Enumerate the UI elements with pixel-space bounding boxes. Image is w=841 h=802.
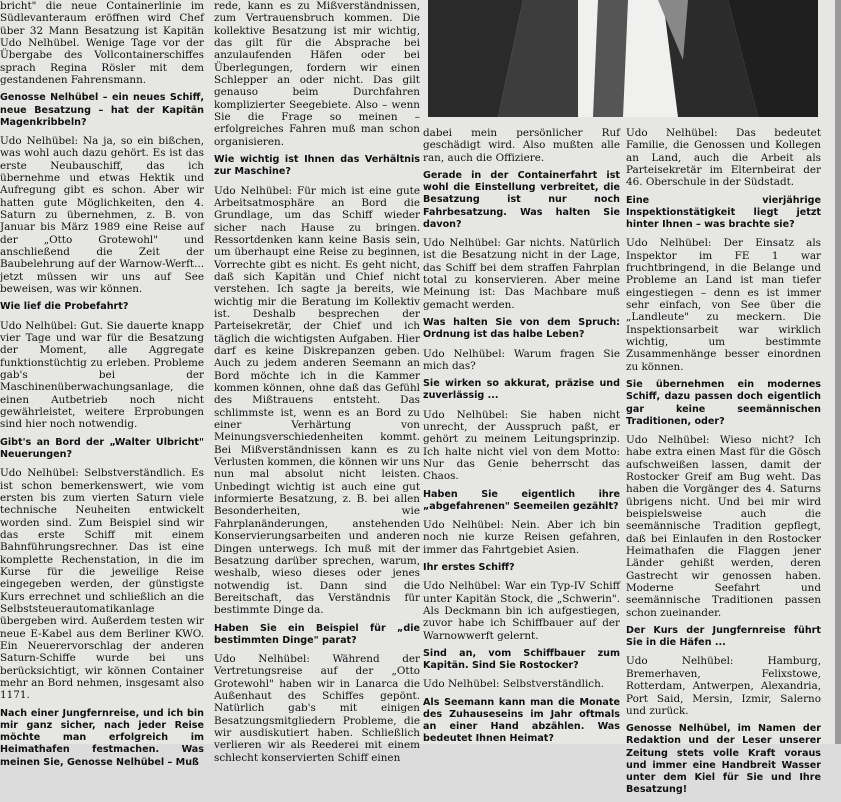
- question: Als Seemann kann man die Monate des Zuhauseseins im Jahr oftmals an einer Hand abzählen. Was bedeutet Ihnen Heimat?: [423, 696, 620, 745]
- question: Der Kurs der Jungfernreise führt Sie in die Häfen ...: [626, 625, 821, 649]
- question: Sie übernehmen ein modernes Schiff, dazu passen doch eigentlich gar keine seemännischen Traditionen, oder?: [626, 379, 821, 427]
- answer: Udo Nelhübel: Nein. Aber ich bin noch nie kurze Reisen gefahren, immer das Fahrtgebiet Asien.: [423, 519, 620, 556]
- column-1: [0, 0, 204, 775]
- question: Haben Sie eigentlich ihre „abgefahrenen" Seemeilen gezählt?: [423, 488, 620, 512]
- column-3: [423, 127, 620, 752]
- intro-paragraph: bricht" die neue Containerlinie im Südlevanteraum eröffnen wird Chef über 32 Mann Besatzung ist Kapitän Udo Nelhübel. Wenige Tage vor der Übergabe des Vollcontainerschiffes sprach Regina Rösler mit dem gestandenen Fahrensmann.: [0, 0, 204, 87]
- answer: Udo Nelhübel: Selbstverständlich. Es ist schon bemerkenswert, wie vom ersten bis zum vierten Saturn viele technische Neuheiten entwickelt worden sind. Zum Beispiel sind wir das erste Schiff mit einem Bahnführungsrechner. Das ist eine komplette Rechenstation, in die im Kurse für die jeweilige Reise eingegeben werden, der günstigste Kurs errechnet und schließlich an die Selbststeuerautomatikanlage übergeben wird. Außerdem testen wir neue E-Kabel aus dem Berliner KWO. Ein Neuerervorschlag der anderen Saturn-Schiffe wurde bei uns berücksichtigt, wir können Container mehr an Bord nehmen, insgesamt also 1171.: [0, 467, 204, 702]
- answer: Udo Nelhübel: Sie haben nicht unrecht, der Ausspruch paßt, er gehört zu meinem Leitungsprinzip. Ich halte nicht viel von dem Motto: Nur das Genie beherrscht das Chaos.: [423, 408, 620, 483]
- question: Gibt's an Bord der „Walter Ulbricht" Neuerungen?: [0, 436, 204, 460]
- photo-image: [428, 0, 818, 117]
- answer: rede, kann es zu Mißverständnissen, zum Vertrauensbruch kommen. Die kollektive Besatzung ist mir wichtig, das gilt für die Absprache bei anzulaufenden Häfen oder bei Überlegungen, fordern wir einen Schlepper an oder nicht. Das gilt genauso beim Durchfahren komplizierter Seegebiete. Also – wenn Sie die Frage so meinen – erfolgreiches Fahren muß man schon organisieren.: [214, 0, 420, 148]
- answer: dabei mein persönlicher Ruf geschädigt wird. Also mußten alle ran, auch die Offiziere.: [423, 127, 620, 164]
- question: Sie wirken so akkurat, präzise und zuverlässig ...: [423, 378, 620, 402]
- answer: Udo Nelhübel: Während der Vertretungsreise auf der „Otto Grotewohl" haben wir in Lanarca die Außenhaut des Schiffes gepönt. Natürlich gab's mit einigen Besatzungsmitgliedern Probleme, die wir ausdiskutiert haben. Schließlich verlieren wir als Reederei mit einem schlecht konservierten Schiff einen: [214, 652, 420, 764]
- answer: Udo Nelhübel: Wieso nicht? Ich habe extra einen Mast für die Gösch aufschweißen lassen, damit der Rostocker Greif am Bug weht. Das haben die Vorgänger des 4. Saturns übrigens nicht. Und bei mir wird beispielsweise auch die seemännische Tradition gepflegt, daß bei Einlaufen in den Rostocker Heimathafen die Flaggen jener Länder gehißt werden, deren Gastrecht wir genossen haben. Moderne Seefahrt und seemännische Traditionen passen schon zueinander.: [626, 433, 821, 619]
- question: Haben Sie ein Beispiel für „die bestimmten Dinge" parat?: [214, 622, 420, 646]
- answer: Udo Nelhübel: Selbstverständlich.: [423, 678, 605, 691]
- question: Ihr erstes Schiff?: [423, 562, 515, 574]
- question: Was halten Sie von dem Spruch: Ordnung ist das halbe Leben?: [423, 317, 620, 341]
- photo-captain: [428, 0, 818, 117]
- answer: Udo Nelhübel: Gut. Sie dauerte knapp vier Tage und war für die Besatzung der Moment, alle Aggregate funktionstüchtig zu erleben. Probleme gab's bei der Maschinenüberwachungsanlage, die einen Autbetrieb noch nicht gewährleistet, weitere Erprobungen sind hier noch notwendig.: [0, 319, 204, 431]
- question: Wie wichtig ist Ihnen das Verhältnis zur Maschine?: [214, 154, 420, 178]
- column-4: [626, 127, 821, 802]
- column-2: [214, 0, 420, 770]
- question: Eine vierjährige Inspektionstätigkeit liegt jetzt hinter Ihnen – was brachte sie?: [626, 194, 821, 231]
- question: Gerade in der Containerfahrt ist wohl die Einstellung verbreitet, die Besatzung ist nur noch Fahrbesatzung. Was halten Sie davon?: [423, 170, 620, 230]
- answer: Udo Nelhübel: Für mich ist eine gute Arbeitsatmosphäre an Bord die Grundlage, um das Schiff wieder sicher nach Hause zu bringen. Ressortdenken kann keine Basis sein, um überhaupt eine Reise zu beginnen, Vorrechte gibt es nicht. Es geht nicht, daß sich Kapitän und Chief nicht verstehen. Ich sagte ja bereits, wie wichtig mir die Beratung im Kollektiv ist. Deshalb besprechen der Parteisekretär, der Chief und ich täglich die wichtigsten Aufgaben. Hier darf es keine Diskrepanzen geben. Auch zu jedem anderen Seemann an Bord möchte ich in die Kammer kommen können, ohne daß das Gefühl des Mißtrauens entsteht. Das schlimmste ist, wenn es an Bord zu einer Verhärtung von Meinungsverschiedenheiten kommt. Bei Mißverständnissen kann es zu Verlusten kommen, die können wir uns nun mal absolut nicht leisten. Unbedingt wichtig ist auch eine gut informierte Besatzung, z. B. bei allen Besonderheiten, wie Fahrplanänderungen, anstehenden Konservierungsarbeiten und anderen Dingen unterwegs. Ich muß mit der Besatzung darüber sprechen, warum, weshalb, wieso dieses oder jenes notwendig ist. Dann sind die Bereitschaft, das Verständnis für bestimmte Dinge da.: [214, 184, 420, 617]
- question: Nach einer Jungfernreise, und ich bin mir ganz sicher, nach jeder Reise möchte man erfolgreich im Heimathafen festmachen. Was meinen Sie, Genosse Nelhübel – Muß: [0, 707, 204, 768]
- question: Genosse Nelhübel, im Namen der Redaktion und der Leser unserer Zeitung stets volle Kraft voraus und immer eine Handbreit Wasser unter dem Kiel für Sie und Ihre Besatzung!: [626, 723, 821, 796]
- answer: Udo Nelhübel: Das bedeutet Familie, die Genossen und Kollegen an Land, auch die Arbeit als Parteisekretär im Elternbeirat der 46. Oberschule in der Südstadt.: [626, 127, 821, 189]
- answer: Udo Nelhübel: Der Einsatz als Inspektor im FE 1 war fruchtbringend, in die Belange und Probleme an Land ist man tiefer eingestiegen – denn es ist immer sehr einfach, von See über die „Landleute" zu meckern. Die Inspektionsarbeit war wirklich wichtig, um bestimmte Zusammenhänge besser einordnen zu können.: [626, 237, 821, 373]
- question: Wie lief die Probefahrt?: [0, 301, 129, 313]
- question: Genosse Nelhübel – ein neues Schiff, neue Besatzung – hat der Kapitän Magenkribbeln?: [0, 92, 204, 128]
- question: Sind an, vom Schiffbauer zum Kapitän. Sind Sie Rostocker?: [423, 648, 620, 672]
- page-edge-shadow: [835, 0, 841, 744]
- answer: Udo Nelhübel: Warum fragen Sie mich das?: [423, 347, 620, 372]
- answer: Udo Nelhübel: Gar nichts. Natürlich ist die Besatzung nicht in der Lage, das Schiff bei dem straffen Fahrplan total zu konservieren. Aber meine Meinung ist: Das Machbare muß gemacht werden.: [423, 237, 620, 311]
- answer: Udo Nelhübel: Na ja, so ein bißchen, was wohl auch dazu gehört. Es ist das erste Neubauschiff, das ich übernehme und etwas Hektik und Aufregung gibt es schon. Aber wir hatten gute Möglichkeiten, den 4. Saturn zu übernehmen, z. B. von Januar bis März 1989 eine Reise auf der „Otto Grotewohl" und anschließend die Zeit der Baubelehrung auf der Warnow-Werft... jetzt müssen wir uns auf See beweisen, was wir können.: [0, 135, 204, 296]
- answer: Udo Nelhübel: War ein Typ-IV Schiff unter Kapitän Stock, die „Schwerin". Als Deckmann bin ich aufgestiegen, zuvor habe ich Schiffbauer auf der Warnowwerft gelernt.: [423, 580, 620, 642]
- answer: Udo Nelhübel: Hamburg, Bremerhaven, Felixstowe, Rotterdam, Antwerpen, Alexandria, Port Said, Mersin, Izmir, Salerno und zurück.: [626, 655, 821, 717]
